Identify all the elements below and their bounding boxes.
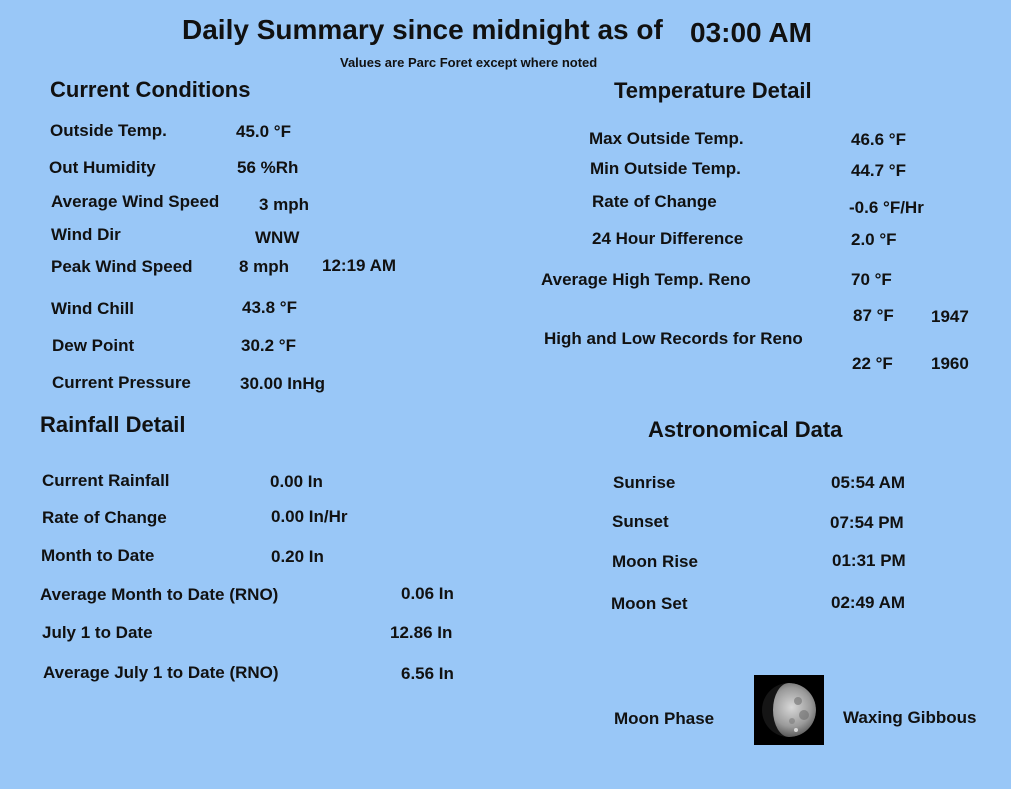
min-temp-value: 44.7 °F [851, 161, 906, 180]
avg-high-value: 70 °F [851, 270, 892, 289]
temp-rate-label: Rate of Change [592, 192, 717, 211]
current-rainfall-label: Current Rainfall [42, 471, 170, 490]
moonrise-label: Moon Rise [612, 552, 698, 571]
month-to-date-value: 0.20 In [271, 547, 324, 566]
page-subtitle: Values are Parc Foret except where noted [340, 55, 598, 70]
moon-phase-label: Moon Phase [614, 709, 715, 728]
report-time: 03:00 AM [690, 17, 812, 48]
record-low-value: 22 °F [852, 354, 893, 373]
wind-chill-value: 43.8 °F [242, 298, 297, 317]
wind-dir-value: WNW [255, 228, 300, 247]
record-low-year: 1960 [931, 354, 969, 373]
pressure-label: Current Pressure [52, 373, 191, 392]
rain-rate-label: Rate of Change [42, 508, 167, 527]
july-to-date-label: July 1 to Date [42, 623, 153, 642]
current-conditions-heading: Current Conditions [50, 77, 251, 102]
moonset-label: Moon Set [611, 594, 688, 613]
dew-point-label: Dew Point [52, 336, 135, 355]
page-title: Daily Summary since midnight as of [182, 14, 663, 45]
min-temp-label: Min Outside Temp. [590, 159, 741, 178]
outside-temp-value: 45.0 °F [236, 122, 291, 141]
moonset-value: 02:49 AM [831, 593, 906, 612]
records-label: High and Low Records for Reno [544, 329, 803, 348]
moonrise-value: 01:31 PM [832, 551, 906, 570]
july-to-date-value: 12.86 In [390, 623, 453, 642]
record-high-value: 87 °F [853, 306, 894, 325]
temperature-heading: Temperature Detail [614, 78, 812, 103]
avg-july-label: Average July 1 to Date (RNO) [43, 663, 279, 682]
avg-high-label: Average High Temp. Reno [541, 270, 751, 289]
sunset-value: 07:54 PM [830, 513, 904, 532]
dew-point-value: 30.2 °F [241, 336, 296, 355]
avg-july-value: 6.56 In [401, 664, 454, 683]
peak-wind-value: 8 mph [239, 257, 290, 276]
temp-diff-value: 2.0 °F [851, 230, 897, 249]
sunrise-value: 05:54 AM [831, 473, 906, 492]
current-rainfall-value: 0.00 In [270, 472, 323, 491]
astronomical-heading: Astronomical Data [648, 417, 843, 442]
month-to-date-label: Month to Date [41, 546, 155, 565]
wind-chill-label: Wind Chill [51, 299, 134, 318]
avg-month-label: Average Month to Date (RNO) [40, 585, 279, 604]
temp-diff-label: 24 Hour Difference [592, 229, 744, 248]
moon-phase-icon [754, 675, 824, 745]
max-temp-label: Max Outside Temp. [589, 129, 744, 148]
avg-wind-label: Average Wind Speed [51, 192, 220, 211]
avg-month-value: 0.06 In [401, 584, 454, 603]
humidity-label: Out Humidity [49, 158, 156, 177]
sunset-label: Sunset [612, 512, 669, 531]
peak-wind-time: 12:19 AM [322, 256, 397, 275]
rainfall-heading: Rainfall Detail [40, 412, 186, 437]
record-high-year: 1947 [931, 307, 969, 326]
outside-temp-label: Outside Temp. [50, 121, 167, 140]
pressure-value: 30.00 InHg [240, 374, 326, 393]
temp-rate-value: -0.6 °F/Hr [849, 198, 924, 217]
humidity-value: 56 %Rh [237, 158, 299, 177]
peak-wind-label: Peak Wind Speed [51, 257, 193, 276]
sunrise-label: Sunrise [613, 473, 676, 492]
wind-dir-label: Wind Dir [51, 225, 121, 244]
rain-rate-value: 0.00 In/Hr [271, 507, 348, 526]
max-temp-value: 46.6 °F [851, 130, 906, 149]
moon-phase-value: Waxing Gibbous [843, 708, 977, 727]
avg-wind-value: 3 mph [259, 195, 310, 214]
